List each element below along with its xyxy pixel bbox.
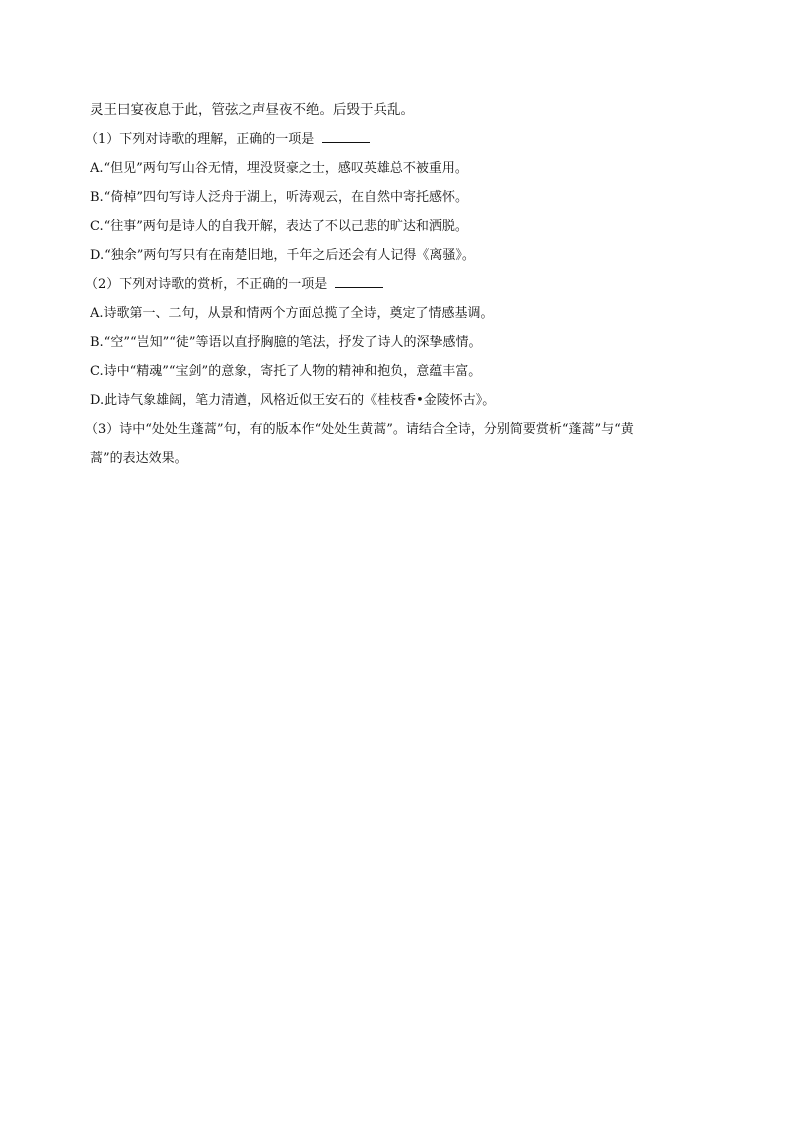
answer-blank (322, 130, 370, 143)
question-1-stem (85, 125, 740, 154)
answer-blank (335, 275, 383, 288)
question-2-stem (85, 270, 740, 299)
question-content (85, 96, 740, 473)
question-1-option-a: A.“但见”两句写山谷无情，埋没贤豪之士，感叹英雄总不被重用。 (90, 161, 468, 176)
question-2-stem-text: （2）下列对诗歌的赏析，不正确的一项是 (85, 277, 328, 292)
question-2-option-b: B.“空”“岂知”“徒”等语以直抒胸臆的笔法，抒发了诗人的深挚感情。 (90, 335, 482, 350)
question-1-option-b: B.“倚棹”四句写诗人泛舟于湖上，听涛观云，在自然中寄托感怀。 (90, 190, 468, 205)
question-2-option-c: C.诗中“精魂”“宝剑”的意象，寄托了人物的精神和抱负，意蕴丰富。 (90, 364, 482, 379)
question-3-stem-line-1: （3）诗中“处处生蓬蒿”句，有的版本作“处处生黄蒿”。请结合全诗，分别简要赏析“蓬蒿”与“黄 (85, 422, 634, 437)
question-2-option-d: D.此诗气象雄阔，笔力清遒，风格近似王安石的《桂枝香•金陵怀古》。 (90, 393, 496, 408)
poem-note-text: 灵王曰宴夜息于此，管弦之声昼夜不绝。后毁于兵乱。 (90, 102, 414, 118)
question-2-option-a: A.诗歌第一、二句，从景和情两个方面总揽了全诗，奠定了情感基调。 (90, 306, 494, 321)
question-3-stem-line-2: 蒿”的表达效果。 (90, 451, 188, 466)
question-1-option-c: C.“往事”两句是诗人的自我开解，表达了不以己悲的旷达和洒脱。 (90, 219, 468, 234)
question-1-option-d: D.“独余”两句写只有在南楚旧地，千年之后还会有人记得《离骚》。 (90, 248, 475, 263)
question-1-stem-text: （1）下列对诗歌的理解，正确的一项是 (85, 132, 315, 147)
